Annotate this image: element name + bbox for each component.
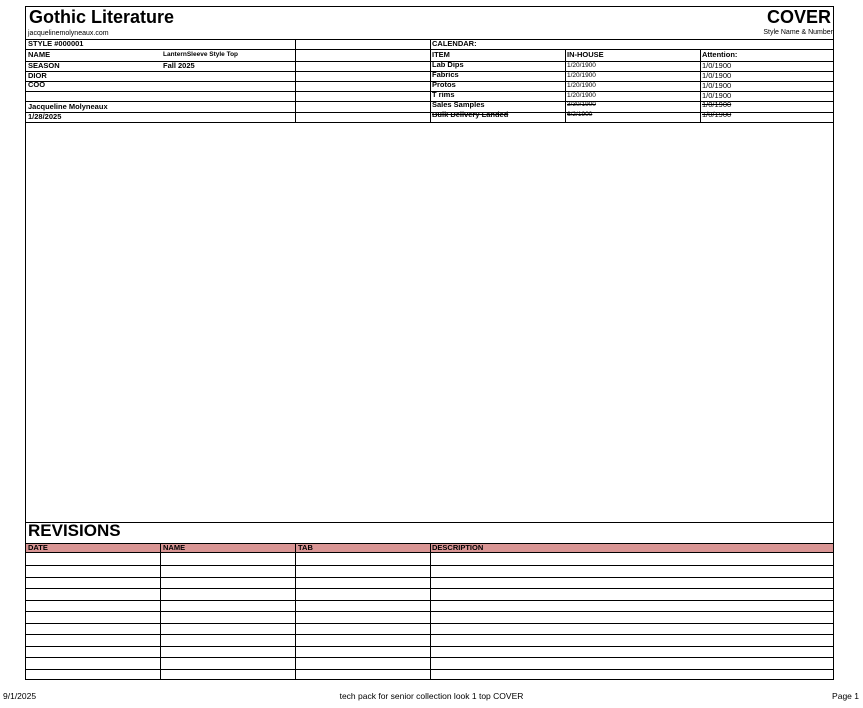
calendar-inhouse: 1/20/1900 bbox=[567, 92, 596, 99]
date-text: 1/28/2025 bbox=[28, 112, 62, 121]
season-value: Fall 2025 bbox=[163, 61, 195, 70]
calendar-item: T rims bbox=[432, 90, 455, 99]
tech-pack-sheet bbox=[25, 6, 834, 680]
section-title: COVER bbox=[766, 7, 831, 27]
name-value: LanternSleeve Style Top bbox=[163, 51, 239, 58]
image-area-divider bbox=[26, 522, 833, 523]
collection-title: Gothic Literature bbox=[29, 7, 175, 27]
calendar-attention: 1/0/1900 bbox=[702, 71, 732, 80]
grid-line bbox=[430, 543, 431, 679]
grid-line bbox=[26, 122, 833, 123]
brand-text: DIOR bbox=[28, 71, 47, 80]
coo-label: COO bbox=[28, 80, 46, 89]
calendar-item: Protos bbox=[432, 80, 456, 89]
grid-line bbox=[430, 40, 431, 122]
calendar-inhouse: 1/20/1900 bbox=[567, 62, 596, 69]
calendar-inhouse: 3/30/1900 bbox=[567, 101, 596, 108]
calendar-inhouse: 6/2/1900 bbox=[567, 111, 593, 118]
style-number: STYLE #000001 bbox=[28, 39, 84, 48]
calendar-col-attention: Attention: bbox=[702, 50, 738, 59]
calendar-item: Bulk Delivery Landed bbox=[432, 110, 509, 119]
calendar-item: Fabrics bbox=[432, 70, 459, 79]
calendar-col-inhouse: IN-HOUSE bbox=[567, 50, 604, 59]
footer-page-number: Page 1 bbox=[832, 691, 859, 701]
season-label: SEASON bbox=[28, 61, 60, 70]
calendar-attention: 1/0/1900 bbox=[702, 110, 732, 119]
revisions-col-name: NAME bbox=[163, 543, 186, 552]
footer-date: 9/1/2025 bbox=[3, 691, 37, 701]
calendar-label: CALENDAR: bbox=[432, 39, 477, 48]
calendar-inhouse: 1/20/1900 bbox=[567, 82, 596, 89]
revisions-col-tab: TAB bbox=[298, 543, 313, 552]
calendar-attention: 1/0/1900 bbox=[702, 81, 732, 90]
calendar-attention: 1/0/1900 bbox=[702, 61, 732, 70]
designer-name: Jacqueline Molyneaux bbox=[28, 102, 108, 111]
calendar-attention: 1/0/1900 bbox=[702, 100, 732, 109]
calendar-col-item: ITEM bbox=[432, 50, 450, 59]
name-label: NAME bbox=[28, 50, 51, 59]
calendar-attention: 1/0/1900 bbox=[702, 91, 732, 100]
grid-line bbox=[160, 543, 161, 679]
grid-line bbox=[565, 50, 566, 122]
style-name-number-label: Style Name & Number bbox=[763, 29, 833, 36]
calendar-item: Lab Dips bbox=[432, 60, 464, 69]
grid-line bbox=[295, 543, 296, 679]
revisions-col-date: DATE bbox=[28, 543, 48, 552]
revisions-title: REVISIONS bbox=[28, 521, 121, 540]
footer-doc-title: tech pack for senior collection look 1 top COVER bbox=[339, 691, 524, 701]
revisions-col-description: DESCRIPTION bbox=[432, 543, 484, 552]
website-text: jacquelinemolyneaux.com bbox=[28, 30, 109, 37]
calendar-inhouse: 1/20/1900 bbox=[567, 72, 596, 79]
grid-line bbox=[700, 50, 701, 122]
calendar-item: Sales Samples bbox=[432, 100, 485, 109]
grid-line bbox=[295, 40, 296, 122]
